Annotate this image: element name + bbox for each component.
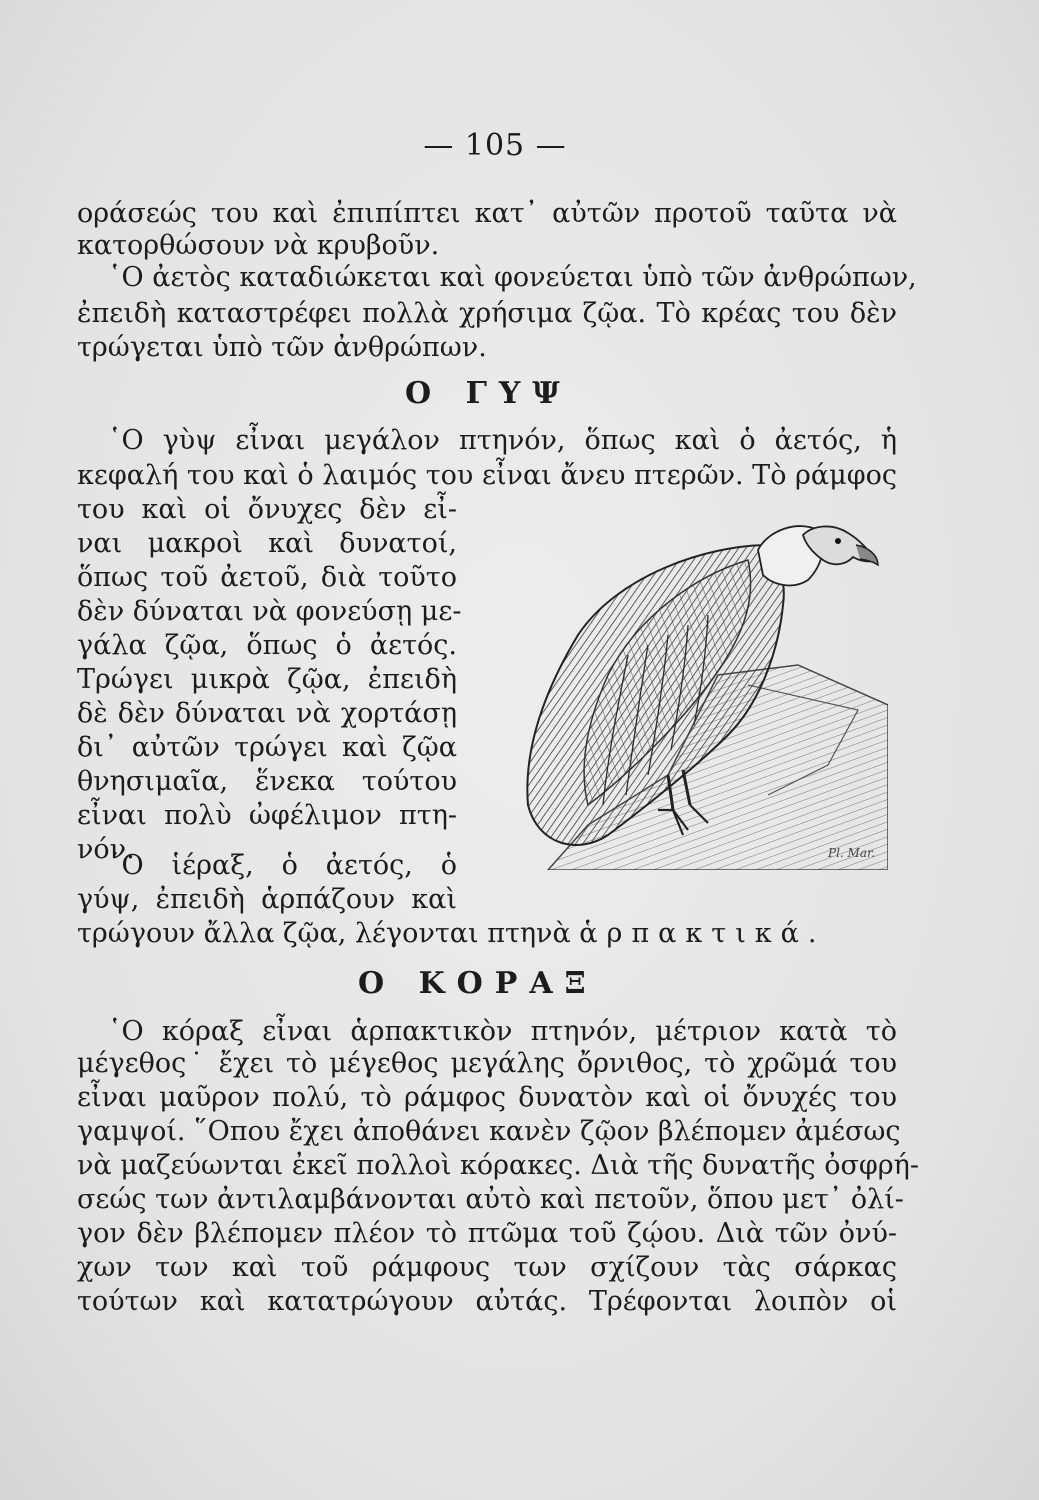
vulture-illustration bbox=[468, 505, 888, 870]
text-line: εἶναι μαῦρον πολύ, τὸ ράμφος δυνατὸν καὶ οἱ ὄνυχές του bbox=[77, 1082, 897, 1113]
text-line: δὲ δὲν δύναται νὰ χορτάσῃ bbox=[77, 698, 457, 729]
text-line: οράσεώς του καὶ ἐπιπίπτει κατ᾽ αὐτῶν προτοῦ ταῦτα νὰ bbox=[77, 198, 897, 229]
text-line: δὲν δύναται νὰ φονεύσῃ με- bbox=[77, 596, 462, 627]
text-line: θνησιμαῖα, ἕνεκα τούτου bbox=[77, 766, 457, 797]
text-line: σεώς των ἀντιλαμβάνονται αὐτὸ καὶ πετοῦν, ὅπου μετ᾽ ὀλί- bbox=[77, 1184, 904, 1215]
text-line: μέγεθος˙ ἔχει τὸ μέγεθος μεγάλης ὄρνιθος, τὸ χρῶμά του bbox=[77, 1048, 897, 1079]
closing-text: τρώγουν ἄλλα ζῷα, λέγονται πτηνὰ bbox=[77, 918, 571, 949]
text-line: γαμψοί. ῞Οπου ἔχει ἀποθάνει κανὲν ζῷον βλέπομεν ἀμέσως bbox=[77, 1116, 901, 1147]
vulture-engraving bbox=[468, 505, 888, 870]
text-line: ναι μακροὶ καὶ δυνατοί, bbox=[77, 528, 457, 559]
text-line: ῾Ο ἱέραξ, ὁ ἀετός, ὁ bbox=[108, 850, 457, 881]
text-line: δι᾽ αὐτῶν τρώγει καὶ ζῷα bbox=[77, 732, 457, 763]
text-line: νόν. bbox=[77, 834, 135, 865]
text-line: τρώγεται ὑπὸ τῶν ἀνθρώπων. bbox=[77, 332, 487, 363]
text-line: νὰ μαζεύωνται ἐκεῖ πολλοὶ κόρακες. Διὰ τῆς δυνατῆς ὀσφρή- bbox=[77, 1150, 919, 1181]
text-line: ῾Ο κόραξ εἶναι ἁρπακτικὸν πτηνόν, μέτριον κατὰ τὸ bbox=[108, 1016, 897, 1047]
section-title-gyps: Ο ΓΥΨ bbox=[405, 376, 572, 411]
text-line: ῾Ο ἀετὸς καταδιώκεται καὶ φονεύεται ὑπὸ τῶν ἀνθρώπων, bbox=[108, 262, 917, 293]
text-line: κατορθώσουν νὰ κρυβοῦν. bbox=[77, 230, 440, 261]
engraver-signature: Pl. Mar. bbox=[828, 846, 876, 860]
text-line-closing bbox=[77, 918, 897, 950]
text-line: ἐπειδὴ καταστρέφει πολλὰ χρήσιμα ζῷα. Τὸ κρέας του δὲν bbox=[77, 298, 897, 329]
text-line: χων των καὶ τοῦ ράμφους των σχίζουν τὰς σάρκας bbox=[77, 1252, 897, 1283]
page-number: — 105 — bbox=[423, 128, 567, 163]
text-line: κεφαλή του καὶ ὁ λαιμός του εἶναι ἄνευ πτερῶν. Τὸ ράμφος bbox=[77, 460, 897, 491]
text-line: Τρώγει μικρὰ ζῷα, ἐπειδὴ bbox=[77, 664, 457, 695]
text-line: τούτων καὶ κατατρώγουν αὐτάς. Τρέφονται λοιπὸν οἱ bbox=[77, 1286, 897, 1317]
text-line: ὅπως τοῦ ἀετοῦ, διὰ τοῦτο bbox=[77, 562, 457, 593]
text-line: εἶναι πολὺ ὠφέλιμον πτη- bbox=[77, 800, 457, 831]
text-line: του καὶ οἱ ὄνυχες δὲν εἶ- bbox=[77, 494, 457, 525]
text-line: γον δὲν βλέπομεν πλέον τὸ πτῶμα τοῦ ζῴου. Διὰ τῶν ὀνύ- bbox=[77, 1218, 897, 1249]
text-line: ῾Ο γὺψ εἶναι μεγάλον πτηνόν, ὅπως καὶ ὁ ἀετός, ἡ bbox=[108, 425, 897, 456]
emphasized-term: ἁρπακτικά. bbox=[579, 918, 826, 949]
section-title-korax: Ο ΚΟΡΑΞ bbox=[358, 966, 598, 1001]
text-line: γάλα ζῷα, ὅπως ὁ ἀετός. bbox=[77, 630, 457, 661]
text-line: γύψ, ἐπειδὴ ἁρπάζουν καὶ bbox=[77, 884, 457, 915]
